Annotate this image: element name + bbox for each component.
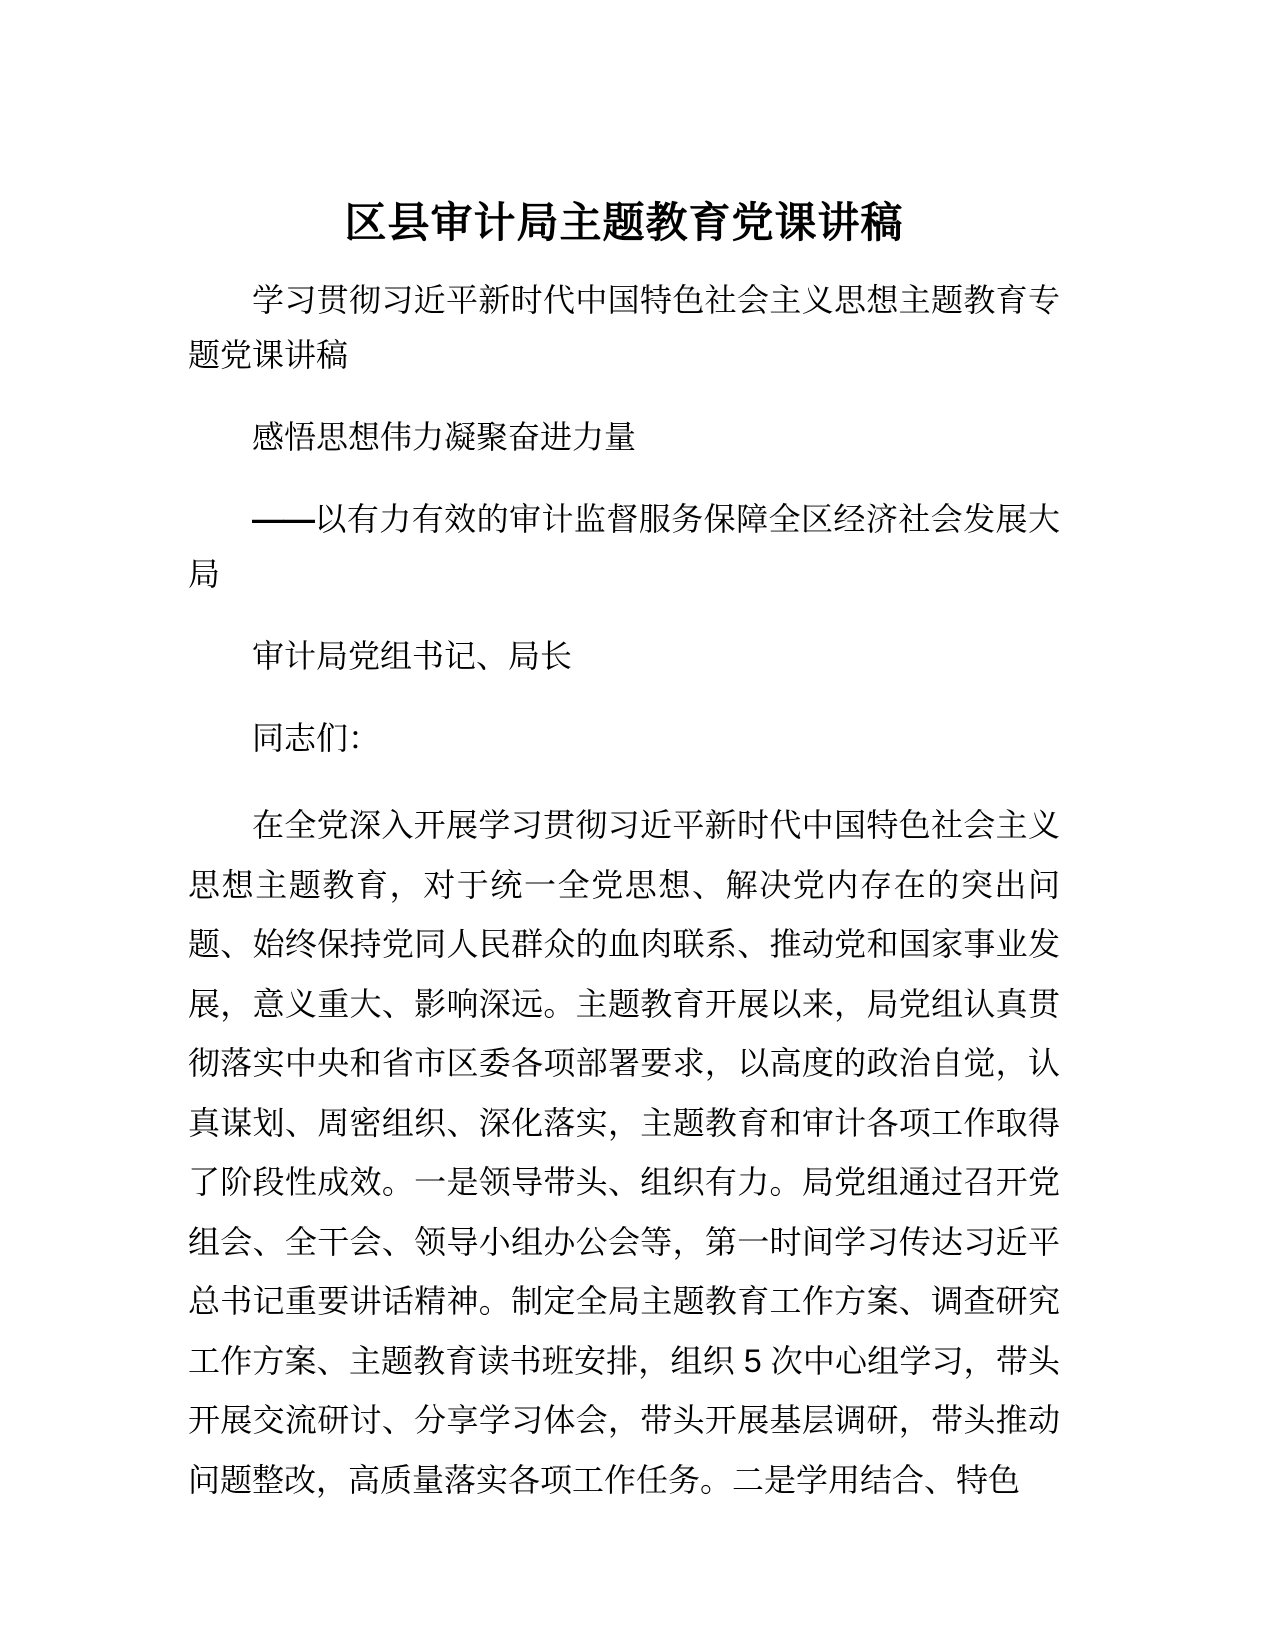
document-text-column bbox=[188, 0, 1060, 1510]
subtitle-line-3 bbox=[188, 466, 1060, 603]
body-paragraph: 在全党深入开展学习贯彻习近平新时代中国特色社会主义思想主题教育，对于统一全党思想、解决党内存在的突出问题、始终保持党同人民群众的血肉联系、推动党和国家事业发展，意义重大、影响深远。主题教育开展以来，局党组认真贯彻落实中央和省市区委各项部署要求，以高度的政治自觉，认真谋划、周密组织、深化落实，主题教育和审计各项工作取得了阶段性成效。一是领导带头、组织有力。局党组通过召开党组会、全干会、领导小组办公会等，第一时间学习传达习近平总书记重要讲话精神。制定全局主题教育工作方案、调查研究工作方案、主题教育读书班安排，组织 5 次中心组学习，带头开展交流研讨、分享学习体会，带头开展基层调研，带头推动问题整改，高质量落实各项工作任务。二是学用结合、特色 bbox=[188, 807, 1060, 1498]
byline: 审计局党组书记、局长 bbox=[252, 637, 573, 674]
subtitle-line-3-text: 以有力有效的审计监督服务保障全区经济社会发展大局 bbox=[188, 500, 1060, 593]
em-dash-prefix: —— bbox=[252, 500, 314, 537]
subtitle-line-1: 学习贯彻习近平新时代中国特色社会主义思想主题教育专题党课讲稿 bbox=[188, 281, 1060, 374]
salutation: 同志们： bbox=[252, 719, 381, 756]
page-title: 区县审计局主题教育党课讲稿 bbox=[344, 199, 904, 246]
subtitle-line-2: 感悟思想伟力凝聚奋进力量 bbox=[252, 418, 637, 455]
